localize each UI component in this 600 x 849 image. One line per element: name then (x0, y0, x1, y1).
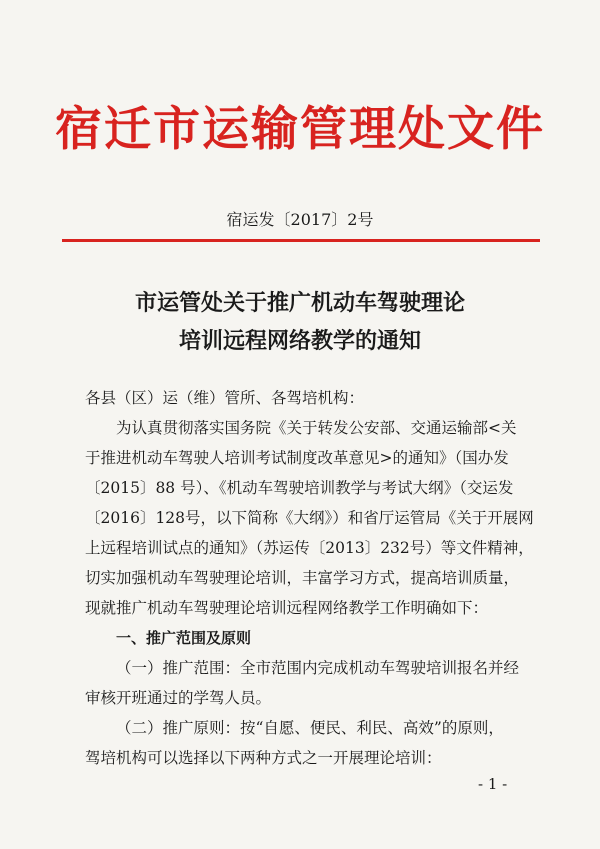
section-1-heading: 一、推广范围及原则 (116, 629, 252, 647)
item-line: 审核开班通过的学驾人员。 (85, 689, 272, 707)
paragraph-line: 〔2015〕88 号）、《机动车驾驶培训教学与考试大纲》（交运发 (85, 479, 514, 497)
page-number: - 1 - (478, 775, 508, 793)
paragraph-1 (85, 413, 535, 623)
document-number: 宿运发〔2017〕2号 (226, 210, 374, 229)
notice-title (0, 284, 600, 360)
item-line: （一）推广范围：全市范围内完成机动车驾驶培训报名并经 (116, 659, 520, 677)
red-divider-line (62, 239, 540, 242)
paragraph-line: 于推进机动车驾驶人培训考试制度改革意见>的通知》（国办发 (85, 449, 509, 467)
paragraph-line: 上远程培训试点的通知》（苏运传〔2013〕232号）等文件精神， (85, 539, 534, 557)
paragraph-line: 为认真贯彻落实国务院《关于转发公安部、交通运输部<关 (116, 419, 517, 437)
item-1 (85, 653, 535, 713)
notice-title-line-1: 市运管处关于推广机动车驾驶理论 (134, 290, 465, 316)
item-line: （二）推广原则：按“自愿、便民、利民、高效”的原则， (116, 719, 504, 737)
notice-body (85, 383, 535, 773)
paragraph-line: 切实加强机动车驾驶理论培训，丰富学习方式，提高培训质量， (85, 569, 520, 587)
item-line: 驾培机构可以选择以下两种方式之一开展理论培训： (85, 749, 442, 767)
issuer-title: 宿迁市运输管理处文件 (55, 102, 545, 157)
paragraph-line: 现就推广机动车驾驶理论培训远程网络教学工作明确如下： (85, 599, 489, 617)
paragraph-line: 〔2016〕128号，以下简称《大纲》）和省厅运管局《关于开展网 (85, 509, 534, 527)
notice-title-line-2: 培训远程网络教学的通知 (178, 328, 421, 354)
item-2 (85, 713, 535, 773)
salutation: 各县（区）运（维）管所、各驾培机构： (85, 389, 365, 407)
